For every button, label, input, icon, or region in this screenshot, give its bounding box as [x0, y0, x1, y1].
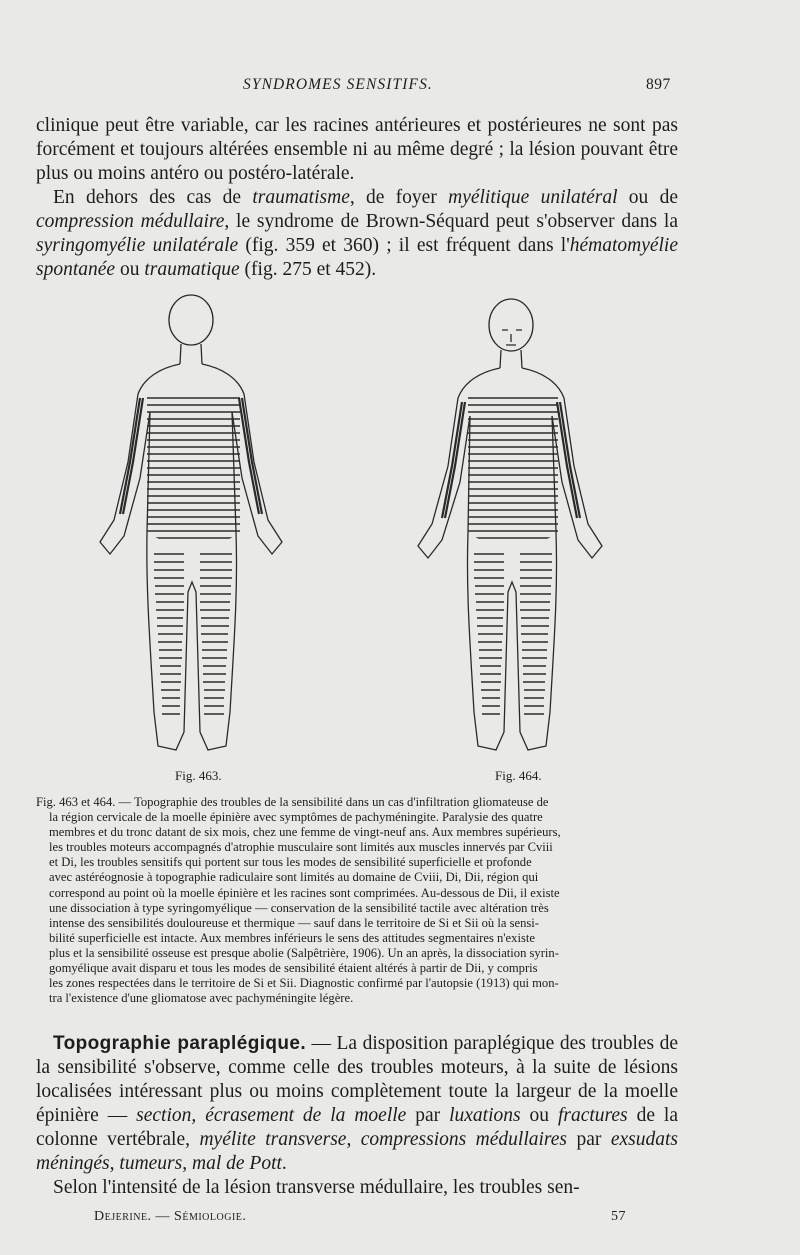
text-run: ,: [346, 1129, 361, 1150]
paragraph-paraplegic-body: [36, 1033, 678, 1174]
front-neck: [500, 350, 522, 368]
text-run: (fig. 275 et 452).: [239, 259, 377, 280]
front-body-outline: [467, 416, 556, 750]
caption-line: les troubles moteurs accompagnés d'atrophie musculaire sont limités aux muscles innervés par Cviii: [49, 840, 553, 855]
section-heading: Topographie paraplégique.: [53, 1033, 307, 1054]
text-run: par: [567, 1129, 611, 1150]
caption-line: une dissociation à type syringomyélique — conservation de la sensibilité tactile avec altération très: [49, 900, 549, 915]
text-run: de la colonne vertébrale,: [36, 1105, 678, 1150]
figure-caption: [36, 795, 682, 1006]
paragraph-brown-sequard: [36, 186, 678, 282]
back-neck: [180, 344, 202, 364]
text-run: — La disposition paraplégique des troubles de la sensibilité s'observe, comme celle des troubles moteurs, à la suite de lésions localisées intéressant plus ou moins complètement toute la largeur de la moelle épinière —: [36, 1033, 678, 1126]
caption-line: bilité superficielle est intacte. Aux membres inférieurs le sens des attitudes segmentaires n'existe: [49, 930, 535, 945]
fig-463-label: Fig. 463.: [175, 768, 222, 783]
text-run: .: [281, 1153, 287, 1174]
caption-line: correspond au point où la moelle épinière et les racines sont comprimées. Au-dessous de Dii, il existe: [49, 885, 560, 900]
front-left-arm: [418, 368, 500, 558]
footer: [0, 1209, 800, 1233]
top-text: [36, 114, 678, 282]
front-head: [489, 299, 533, 351]
italic-run: section, écrasement de la moelle: [136, 1105, 407, 1126]
footer-author: Dejerine. — Sémiologie.: [94, 1209, 247, 1224]
front-right-arm: [522, 368, 602, 558]
front-leg-hatching: [474, 554, 552, 714]
caption-line: avec astéréognosie à topographie radiculaire sont limités au domaine de Cviii, Di, Dii, région qui: [49, 870, 539, 885]
text-run: ou: [115, 259, 145, 280]
italic-run: tumeurs: [119, 1153, 183, 1174]
caption-line: la région cervicale de la moelle épinière avec symptômes de pachyméningite. Paralysie des quatre: [49, 810, 543, 825]
text-run: (fig. 359 et 360) ; il est fréquent dans l': [238, 235, 570, 256]
text-run: ,: [109, 1153, 120, 1174]
italic-run: fractures: [557, 1105, 628, 1126]
front-torso-hatching: [460, 398, 570, 538]
text-run: clinique peut être variable, car les racines antérieures et postérieures ne sont pas forcément et toujours altérées ensemble ni au même degré ; la lésion pouvant être plus ou moins antéro ou postéro-latérale.: [36, 115, 678, 184]
italic-run: syringomyélie unilatérale: [36, 235, 239, 256]
back-torso-hatching: [140, 398, 250, 538]
caption-line: et Di, les troubles sensitifs qui portent sur tous les modes de sensibilité superficielle et profonde: [49, 855, 532, 870]
italic-run: compressions médullaires: [360, 1129, 568, 1150]
caption-line: tra l'existence d'une gliomatose avec pachyméningite légère.: [49, 991, 354, 1006]
running-title: SYNDROMES SENSITIFS.: [243, 76, 433, 93]
italic-run: luxations: [449, 1105, 521, 1126]
text-run: ,: [182, 1153, 192, 1174]
figures-illustration: [80, 292, 720, 788]
front-face: [502, 330, 522, 345]
figure-front-view: [418, 299, 602, 750]
back-leg-hatching: [154, 554, 232, 714]
fig-464-label: Fig. 464.: [495, 768, 542, 783]
back-head: [169, 295, 213, 345]
caption-line: intense des sensibilités douloureuse et thermique — sauf dans le territoire de Si et Sii où la sensi-: [49, 915, 540, 930]
caption-line: membres et du tronc datant de six mois, chez une femme de vingt-neuf ans. Aux membres supérieurs,: [49, 825, 561, 840]
back-right-arm: [202, 364, 282, 554]
text-run: Selon l'intensité de la lésion transverse médullaire, les troubles sen-: [53, 1177, 580, 1198]
running-head: [0, 76, 800, 100]
footer-signature: 57: [611, 1209, 626, 1224]
back-left-arm: [100, 364, 180, 554]
italic-run: myélitique unilatéral: [448, 187, 618, 208]
paragraph-continued: [36, 114, 678, 186]
text-run: ou de: [617, 187, 678, 208]
text-run: En dehors des cas de: [53, 187, 253, 208]
figure-back-view: [100, 295, 282, 750]
page-number: 897: [646, 76, 671, 93]
italic-run: exsudats méningés: [36, 1129, 678, 1174]
text-run: , de foyer: [349, 187, 449, 208]
caption-line: les zones respectées dans le territoire de Si et Sii. Diagnostic confirmé par l'autopsie (1913) qui mon-: [49, 976, 559, 991]
lower-text: [36, 1032, 678, 1200]
text-run: par: [406, 1105, 450, 1126]
paragraph-intensity: [36, 1176, 678, 1200]
text-run: , le syndrome de Brown-Séquard peut s'observer dans la: [224, 211, 678, 232]
italic-run: compression médullaire: [36, 211, 225, 232]
back-body-outline: [147, 412, 237, 750]
italic-run: mal de Pott: [192, 1153, 282, 1174]
figure-area: [80, 292, 720, 788]
italic-run: traumatisme: [252, 187, 350, 208]
paragraph-paraplegic: [36, 1032, 678, 1176]
italic-run: myélite transverse: [199, 1129, 347, 1150]
caption-line: plus et la sensibilité osseuse est presque abolie (Salpêtrière, 1906). Un an après, la dissociation syrin-: [49, 945, 559, 960]
text-run: ou: [520, 1105, 558, 1126]
caption-line: Fig. 463 et 464. — Topographie des troubles de la sensibilité dans un cas d'infiltration gliomateuse de: [36, 795, 549, 809]
caption-line: gomyélique avait disparu et tous les modes de sensibilité étaient altérés à partir de Dii, y compris: [49, 961, 538, 976]
italic-run: hématomyélie spontanée: [36, 235, 679, 280]
italic-run: traumatique: [144, 259, 240, 280]
